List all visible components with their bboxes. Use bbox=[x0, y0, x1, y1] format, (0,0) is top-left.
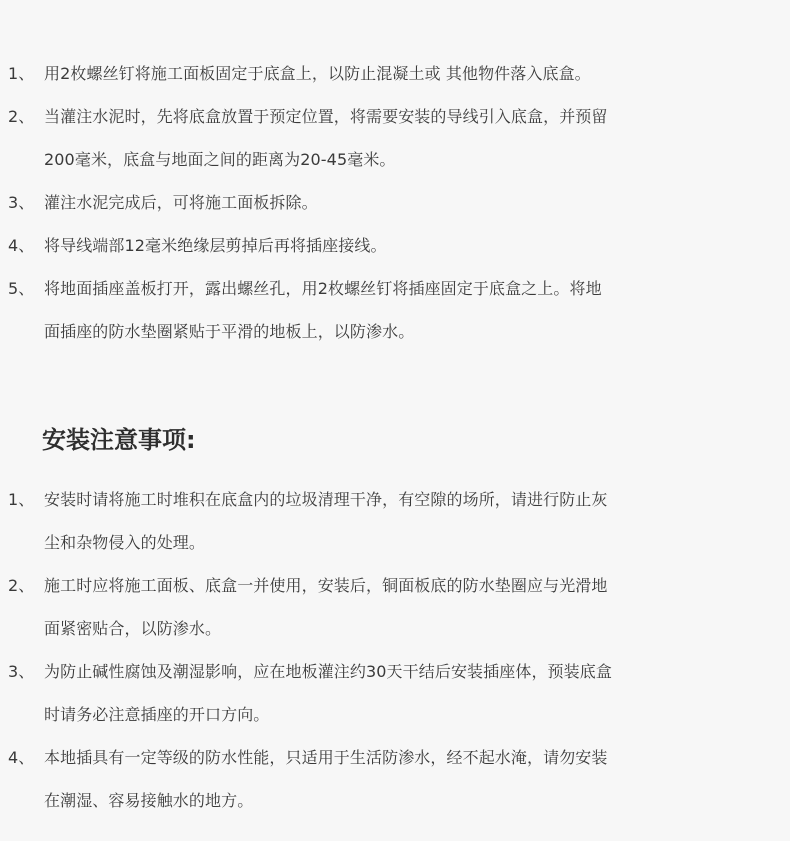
step-item bbox=[8, 181, 790, 224]
step-text: 用2枚螺丝钉将施工面板固定于底盒上，以防止混凝土或 其他物件落入底盒。 bbox=[44, 64, 591, 83]
note-number: 2、 bbox=[8, 576, 35, 595]
step-text: 将地面插座盖板打开，露出螺丝孔，用2枚螺丝钉将插座固定于底盒之上。将地 面插座的防水垫圈紧贴于平滑的地板上，以防渗水。 bbox=[44, 279, 602, 341]
step-text: 当灌注水泥时，先将底盒放置于预定位置，将需要安装的导线引入底盒，并预留 200毫米，底盒与地面之间的距离为20-45毫米。 bbox=[44, 107, 608, 169]
step-text: 将导线端部12毫米绝缘层剪掉后再将插座接线。 bbox=[44, 236, 387, 255]
notes-heading: 安装注意事项: bbox=[42, 426, 196, 454]
note-item bbox=[8, 650, 790, 736]
step-item bbox=[8, 52, 790, 95]
note-number: 3、 bbox=[8, 662, 35, 681]
note-text: 本地插具有一定等级的防水性能，只适用于生活防渗水，经不起水淹，请勿安装 在潮湿、容易接触水的地方。 bbox=[44, 748, 608, 810]
installation-steps-list bbox=[8, 52, 790, 353]
note-number: 1、 bbox=[8, 490, 35, 509]
step-number: 4、 bbox=[8, 236, 35, 255]
note-item bbox=[8, 736, 790, 822]
step-number: 3、 bbox=[8, 193, 35, 212]
note-item bbox=[8, 478, 790, 564]
installation-notes-list bbox=[8, 478, 790, 822]
note-text: 施工时应将施工面板、底盒一并使用，安装后，铜面板底的防水垫圈应与光滑地 面紧密贴合，以防渗水。 bbox=[44, 576, 608, 638]
note-item bbox=[8, 564, 790, 650]
step-number: 5、 bbox=[8, 279, 35, 298]
step-number: 2、 bbox=[8, 107, 35, 126]
note-text: 为防止碱性腐蚀及潮湿影响，应在地板灌注约30天干结后安装插座体，预装底盒 时请务必注意插座的开口方向。 bbox=[44, 662, 612, 724]
note-text: 安装时请将施工时堆积在底盒内的垃圾清理干净，有空隙的场所，请进行防止灰 尘和杂物侵入的处理。 bbox=[44, 490, 608, 552]
step-item bbox=[8, 267, 790, 353]
note-number: 4、 bbox=[8, 748, 35, 767]
step-item bbox=[8, 95, 790, 181]
step-number: 1、 bbox=[8, 64, 35, 83]
step-item bbox=[8, 224, 790, 267]
step-text: 灌注水泥完成后，可将施工面板拆除。 bbox=[44, 193, 318, 212]
